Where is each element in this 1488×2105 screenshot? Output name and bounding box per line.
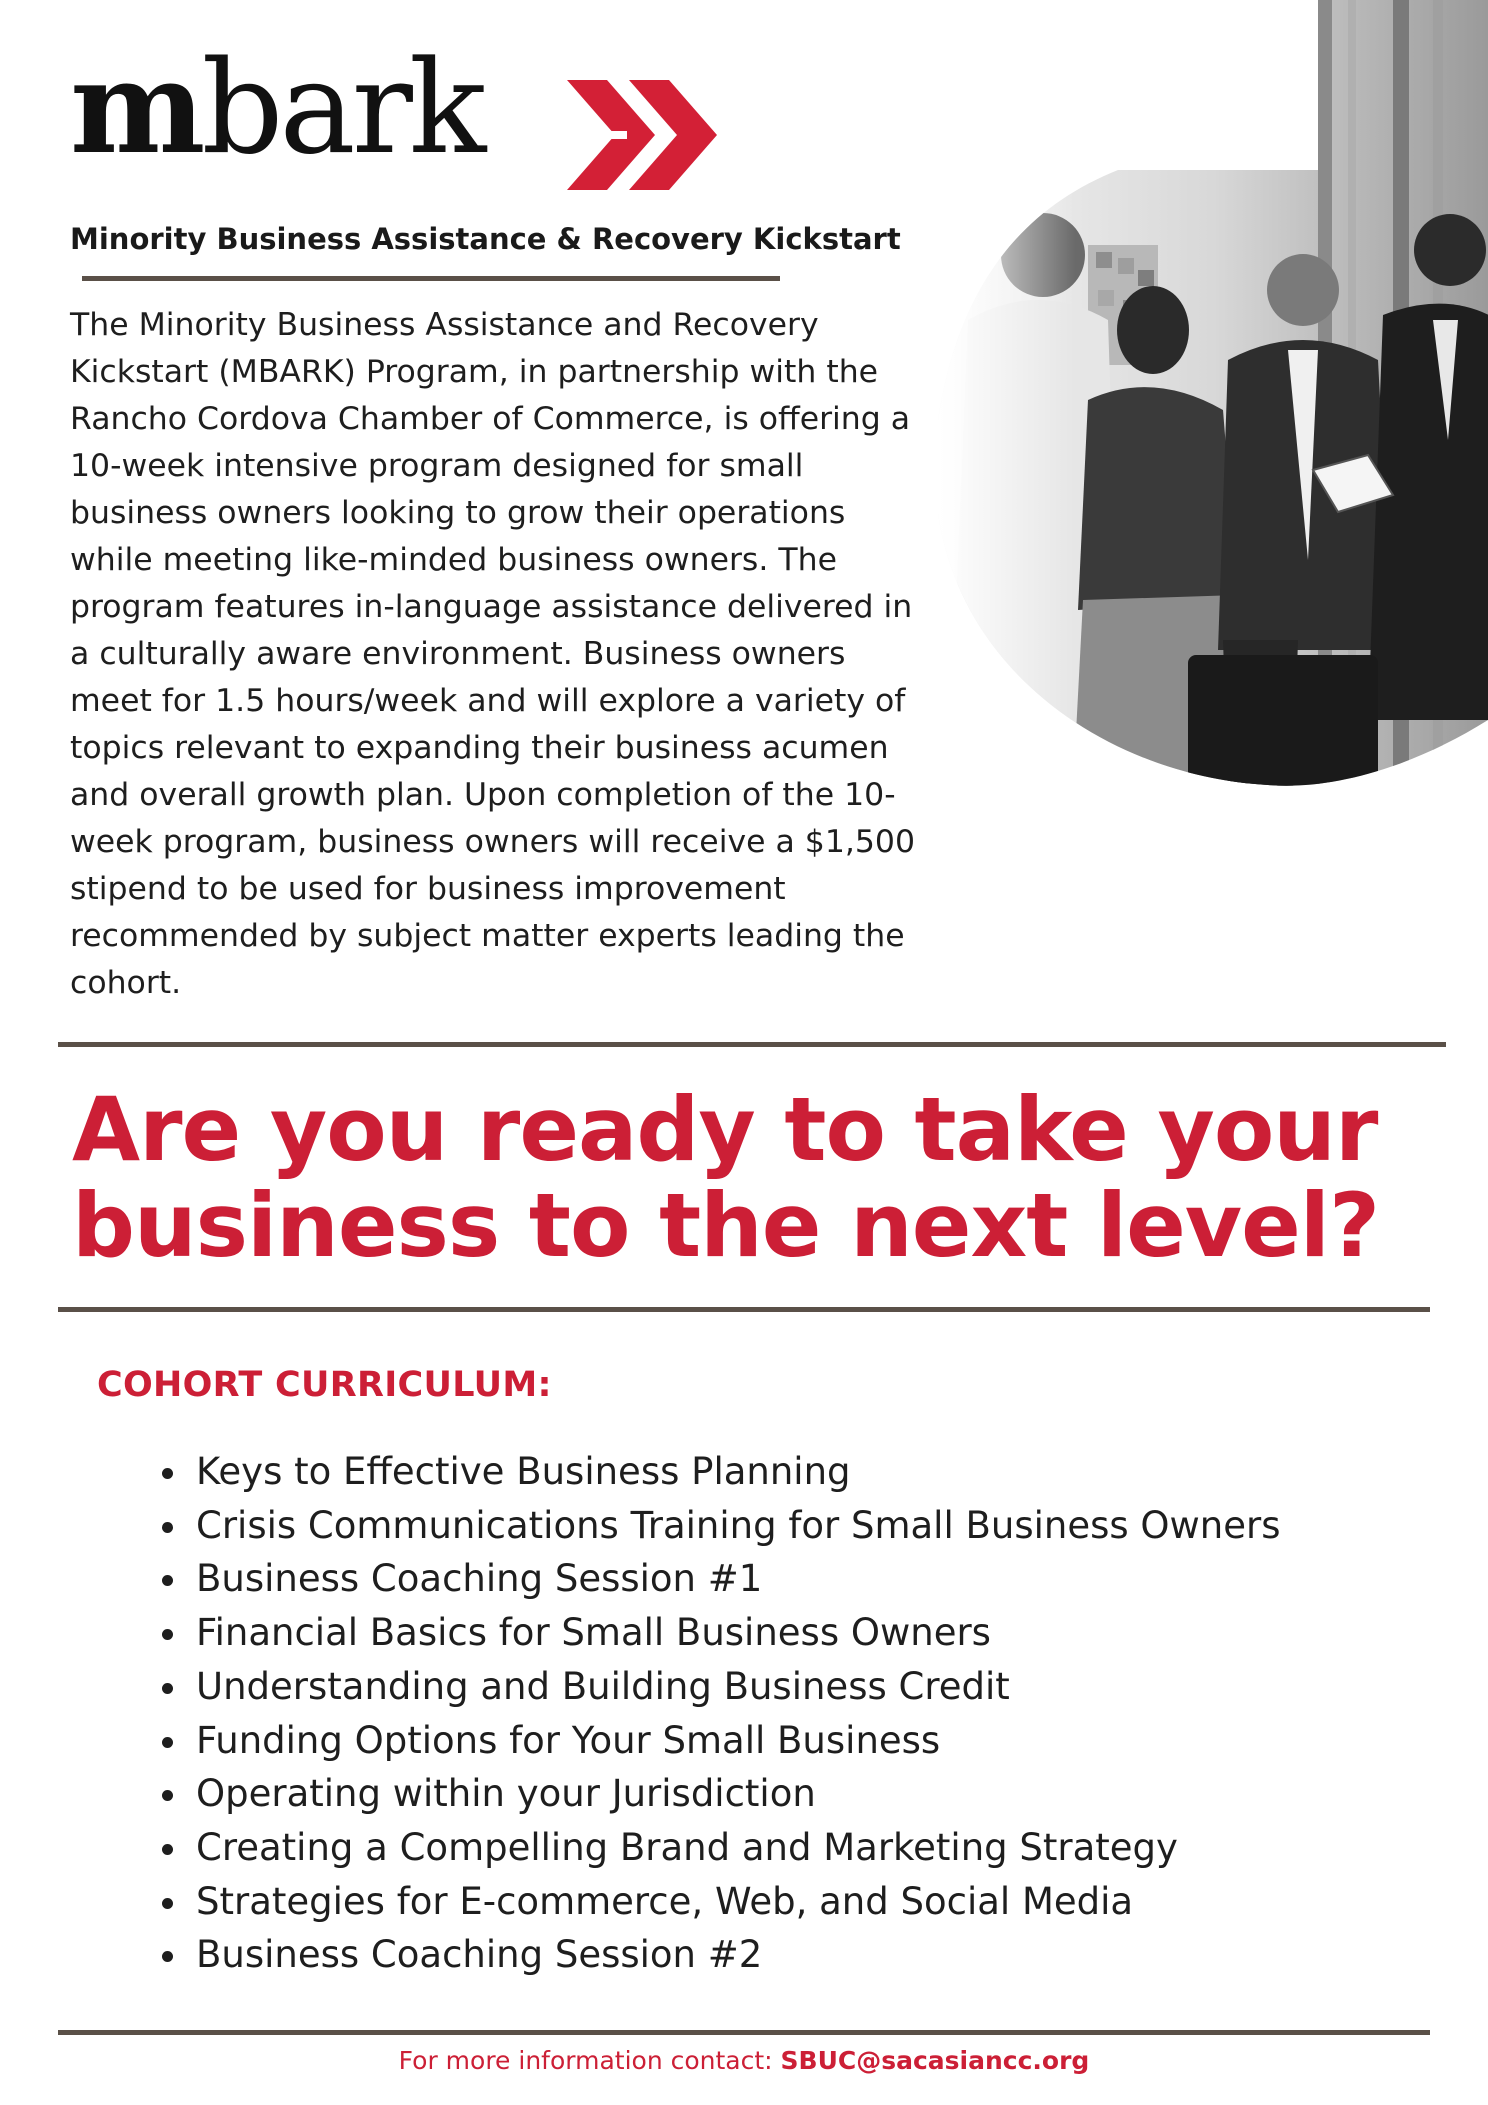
divider <box>58 1042 1446 1047</box>
logo-tagline: Minority Business Assistance & Recovery Kickstart <box>70 222 901 256</box>
headline: Are you ready to take your business to the next level? <box>72 1078 1380 1277</box>
list-item: Strategies for E-commerce, Web, and Social Media <box>196 1875 1281 1929</box>
list-item: Financial Basics for Small Business Owners <box>196 1606 1281 1660</box>
list-item: Business Coaching Session #2 <box>196 1928 1281 1982</box>
list-item: Operating within your Jurisdiction <box>196 1767 1281 1821</box>
mbark-logo <box>70 33 690 210</box>
divider <box>82 276 780 281</box>
list-item: Funding Options for Your Small Business <box>196 1714 1281 1768</box>
list-item: Business Coaching Session #1 <box>196 1552 1281 1606</box>
list-item: Crisis Communications Training for Small Business Owners <box>196 1499 1281 1553</box>
list-item: Creating a Compelling Brand and Marketing Strategy <box>196 1821 1281 1875</box>
curriculum-list <box>196 1445 1281 1982</box>
logo-wordmark: mbark <box>70 33 483 183</box>
contact-line <box>0 2046 1488 2075</box>
double-chevron-right-icon <box>567 80 742 190</box>
list-item: Keys to Effective Business Planning <box>196 1445 1281 1499</box>
contact-email-link[interactable]: SBUC@sacasiancc.org <box>780 2046 1090 2075</box>
contact-label: For more information contact: <box>398 2046 781 2075</box>
divider <box>58 1307 1430 1312</box>
list-item: Understanding and Building Business Credit <box>196 1660 1281 1714</box>
intro-paragraph: The Minority Business Assistance and Recovery Kickstart (MBARK) Program, in partnership with the Rancho Cordova Chamber of Commerce, is offering a 10-week intensive program designed for small business owners looking to grow their operations while meeting like-minded business owners. The program features in-language assistance delivered in a culturally aware environment. Business owners meet for 1.5 hours/week and will explore a variety of topics relevant to expanding their business acumen and overall growth plan. Upon completion of the 10-week program, business owners will receive a $1,500 stipend to be used for business improvement recommended by subject matter experts leading the cohort. <box>70 307 916 1001</box>
curriculum-title: COHORT CURRICULUM: <box>97 1365 552 1405</box>
divider <box>58 2030 1430 2035</box>
business-meeting-photo <box>938 0 1488 790</box>
